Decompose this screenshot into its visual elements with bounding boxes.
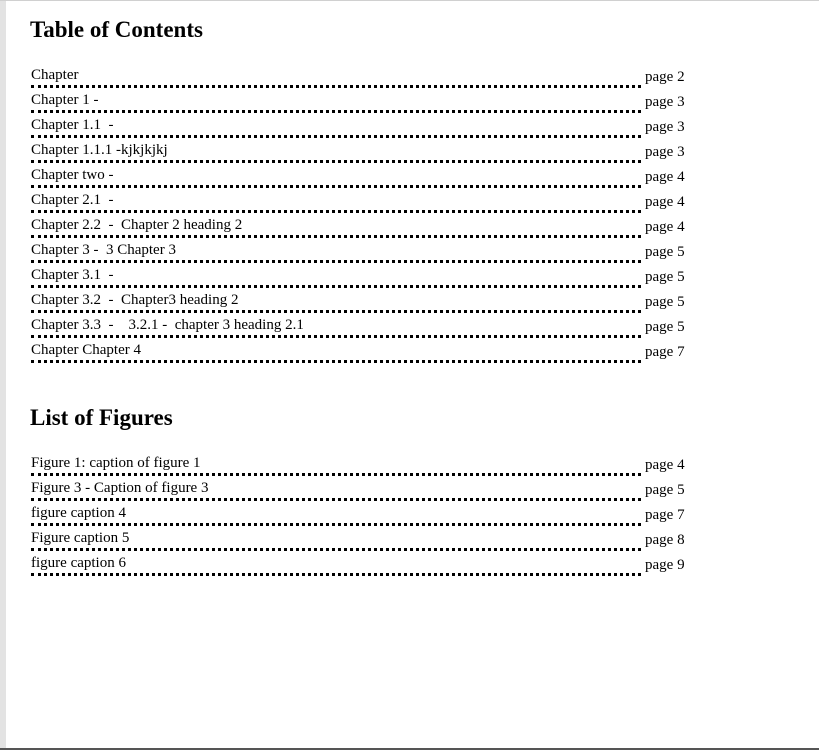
entry-page-number: page 5 (645, 269, 685, 285)
entry-page-number: page 8 (645, 532, 685, 548)
entry-text[interactable]: Chapter 1.1 - (31, 116, 641, 138)
toc-entry[interactable] (31, 116, 691, 141)
figures-entry[interactable] (31, 504, 691, 529)
entry-page-number: page 3 (645, 144, 685, 160)
entry-text[interactable]: figure caption 4 (31, 504, 641, 526)
entry-page-number: page 7 (645, 507, 685, 523)
entry-text[interactable]: Chapter 3.3 - 3.2.1 - chapter 3 heading 2.1 (31, 316, 641, 338)
entry-text[interactable]: Chapter Chapter 4 (31, 341, 641, 363)
entry-text[interactable]: Figure caption 5 (31, 529, 641, 551)
toc-list (31, 66, 691, 366)
toc-entry[interactable] (31, 191, 691, 216)
figures-entry[interactable] (31, 454, 691, 479)
entry-text[interactable]: Chapter 1.1.1 -kjkjkjkj (31, 141, 641, 163)
figures-list (31, 454, 691, 579)
entry-page-number: page 4 (645, 219, 685, 235)
toc-entry[interactable] (31, 141, 691, 166)
entry-page-number: page 5 (645, 482, 685, 498)
toc-entry[interactable] (31, 166, 691, 191)
entry-page-number: page 5 (645, 319, 685, 335)
toc-title: Table of Contents (30, 17, 203, 42)
entry-text[interactable]: Chapter 3.1 - (31, 266, 641, 288)
toc-entry[interactable] (31, 216, 691, 241)
entry-page-number: page 5 (645, 294, 685, 310)
entry-page-number: page 4 (645, 169, 685, 185)
figures-entry[interactable] (31, 529, 691, 554)
entry-page-number: page 5 (645, 244, 685, 260)
toc-entry[interactable] (31, 316, 691, 341)
entry-text[interactable]: Figure 3 - Caption of figure 3 (31, 479, 641, 501)
entry-page-number: page 7 (645, 344, 685, 360)
entry-text[interactable]: Chapter 1 - (31, 91, 641, 113)
toc-entry[interactable] (31, 291, 691, 316)
top-border (0, 0, 819, 1)
entry-text[interactable]: Chapter two - (31, 166, 641, 188)
entry-text[interactable]: Figure 1: caption of figure 1 (31, 454, 641, 476)
entry-text[interactable]: Chapter 3 - 3 Chapter 3 (31, 241, 641, 263)
entry-page-number: page 3 (645, 119, 685, 135)
entry-text[interactable]: figure caption 6 (31, 554, 641, 576)
toc-entry[interactable] (31, 91, 691, 116)
entry-page-number: page 4 (645, 457, 685, 473)
entry-page-number: page 2 (645, 69, 685, 85)
entry-text[interactable]: Chapter 2.2 - Chapter 2 heading 2 (31, 216, 641, 238)
entry-text[interactable]: Chapter (31, 66, 641, 88)
entry-page-number: page 9 (645, 557, 685, 573)
figures-entry[interactable] (31, 554, 691, 579)
toc-entry[interactable] (31, 341, 691, 366)
toc-entry[interactable] (31, 241, 691, 266)
toc-entry[interactable] (31, 266, 691, 291)
figures-title: List of Figures (30, 405, 173, 430)
entry-text[interactable]: Chapter 3.2 - Chapter3 heading 2 (31, 291, 641, 313)
figures-entry[interactable] (31, 479, 691, 504)
page-margin (0, 0, 6, 750)
toc-entry[interactable] (31, 66, 691, 91)
entry-page-number: page 3 (645, 94, 685, 110)
entry-text[interactable]: Chapter 2.1 - (31, 191, 641, 213)
entry-page-number: page 4 (645, 194, 685, 210)
